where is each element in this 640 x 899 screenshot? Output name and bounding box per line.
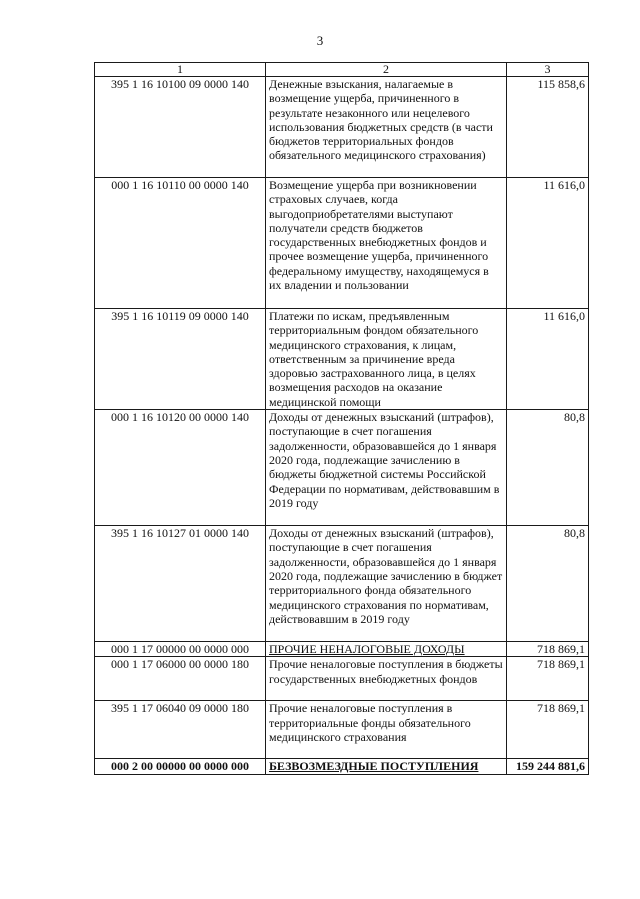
row-name: Доходы от денежных взысканий (штрафов), поступающие в счет погашения задолженности, образовавшейся до 1 января 2020 года, подлежащие зачислению в бюджет территориального фонда обязательного медицинского страхования по нормативам, действовавшим в 2019 году bbox=[266, 526, 507, 642]
row-code: 000 1 16 10120 00 0000 140 bbox=[95, 410, 266, 526]
table-row bbox=[95, 526, 589, 642]
table-header-row bbox=[95, 63, 589, 77]
row-amount: 718 869,1 bbox=[507, 701, 589, 759]
row-code: 395 1 17 06040 09 0000 180 bbox=[95, 701, 266, 759]
row-code: 000 1 17 00000 00 0000 000 bbox=[95, 642, 266, 657]
row-amount: 80,8 bbox=[507, 410, 589, 526]
row-amount: 80,8 bbox=[507, 526, 589, 642]
row-name: Прочие неналоговые поступления в территориальные фонды обязательного медицинского страхования bbox=[266, 701, 507, 759]
row-code: 395 1 16 10119 09 0000 140 bbox=[95, 309, 266, 410]
row-amount: 115 858,6 bbox=[507, 77, 589, 178]
revenue-table bbox=[94, 62, 589, 775]
row-code: 395 1 16 10127 01 0000 140 bbox=[95, 526, 266, 642]
row-code: 000 1 17 06000 00 0000 180 bbox=[95, 657, 266, 701]
table-row bbox=[95, 178, 589, 309]
row-name: БЕЗВОЗМЕЗДНЫЕ ПОСТУПЛЕНИЯ bbox=[266, 759, 507, 774]
row-amount: 718 869,1 bbox=[507, 657, 589, 701]
row-name: Возмещение ущерба при возникновении страховых случаев, когда выгодоприобретателями выступают получатели средств бюджетов государственных внебюджетных фондов и прочее возмещение ущерба, причиненного федеральному имуществу, находящемуся в их владении и пользовании bbox=[266, 178, 507, 309]
row-code: 395 1 16 10100 09 0000 140 bbox=[95, 77, 266, 178]
row-code: 000 1 16 10110 00 0000 140 bbox=[95, 178, 266, 309]
row-amount: 718 869,1 bbox=[507, 642, 589, 657]
column-header-amount: 3 bbox=[507, 63, 589, 77]
table-row bbox=[95, 642, 589, 657]
row-amount: 159 244 881,6 bbox=[507, 759, 589, 774]
table-row bbox=[95, 309, 589, 410]
table-row bbox=[95, 77, 589, 178]
table-row bbox=[95, 759, 589, 774]
column-header-code: 1 bbox=[95, 63, 266, 77]
row-name: Денежные взыскания, налагаемые в возмещение ущерба, причиненного в результате незаконного или нецелевого использования бюджетных средств (в части бюджетов территориальных фондов обязательного медицинского страхования) bbox=[266, 77, 507, 178]
page-number: 3 bbox=[316, 33, 324, 48]
table-row bbox=[95, 410, 589, 526]
column-header-name: 2 bbox=[266, 63, 507, 77]
row-name: ПРОЧИЕ НЕНАЛОГОВЫЕ ДОХОДЫ bbox=[266, 642, 507, 657]
row-name: Платежи по искам, предъявленным территориальным фондом обязательного медицинского страхования, к лицам, ответственным за причинение вреда здоровью застрахованного лица, в целях возмещения расходов на оказание медицинской помощи bbox=[266, 309, 507, 410]
table-row bbox=[95, 657, 589, 701]
row-amount: 11 616,0 bbox=[507, 309, 589, 410]
table-row bbox=[95, 701, 589, 759]
row-code: 000 2 00 00000 00 0000 000 bbox=[95, 759, 266, 774]
row-amount: 11 616,0 bbox=[507, 178, 589, 309]
row-name: Прочие неналоговые поступления в бюджеты государственных внебюджетных фондов bbox=[266, 657, 507, 701]
row-name: Доходы от денежных взысканий (штрафов), поступающие в счет погашения задолженности, образовавшейся до 1 января 2020 года, подлежащие зачислению в бюджеты бюджетной системы Российской Федерации по нормативам, действовавшим в 2019 году bbox=[266, 410, 507, 526]
